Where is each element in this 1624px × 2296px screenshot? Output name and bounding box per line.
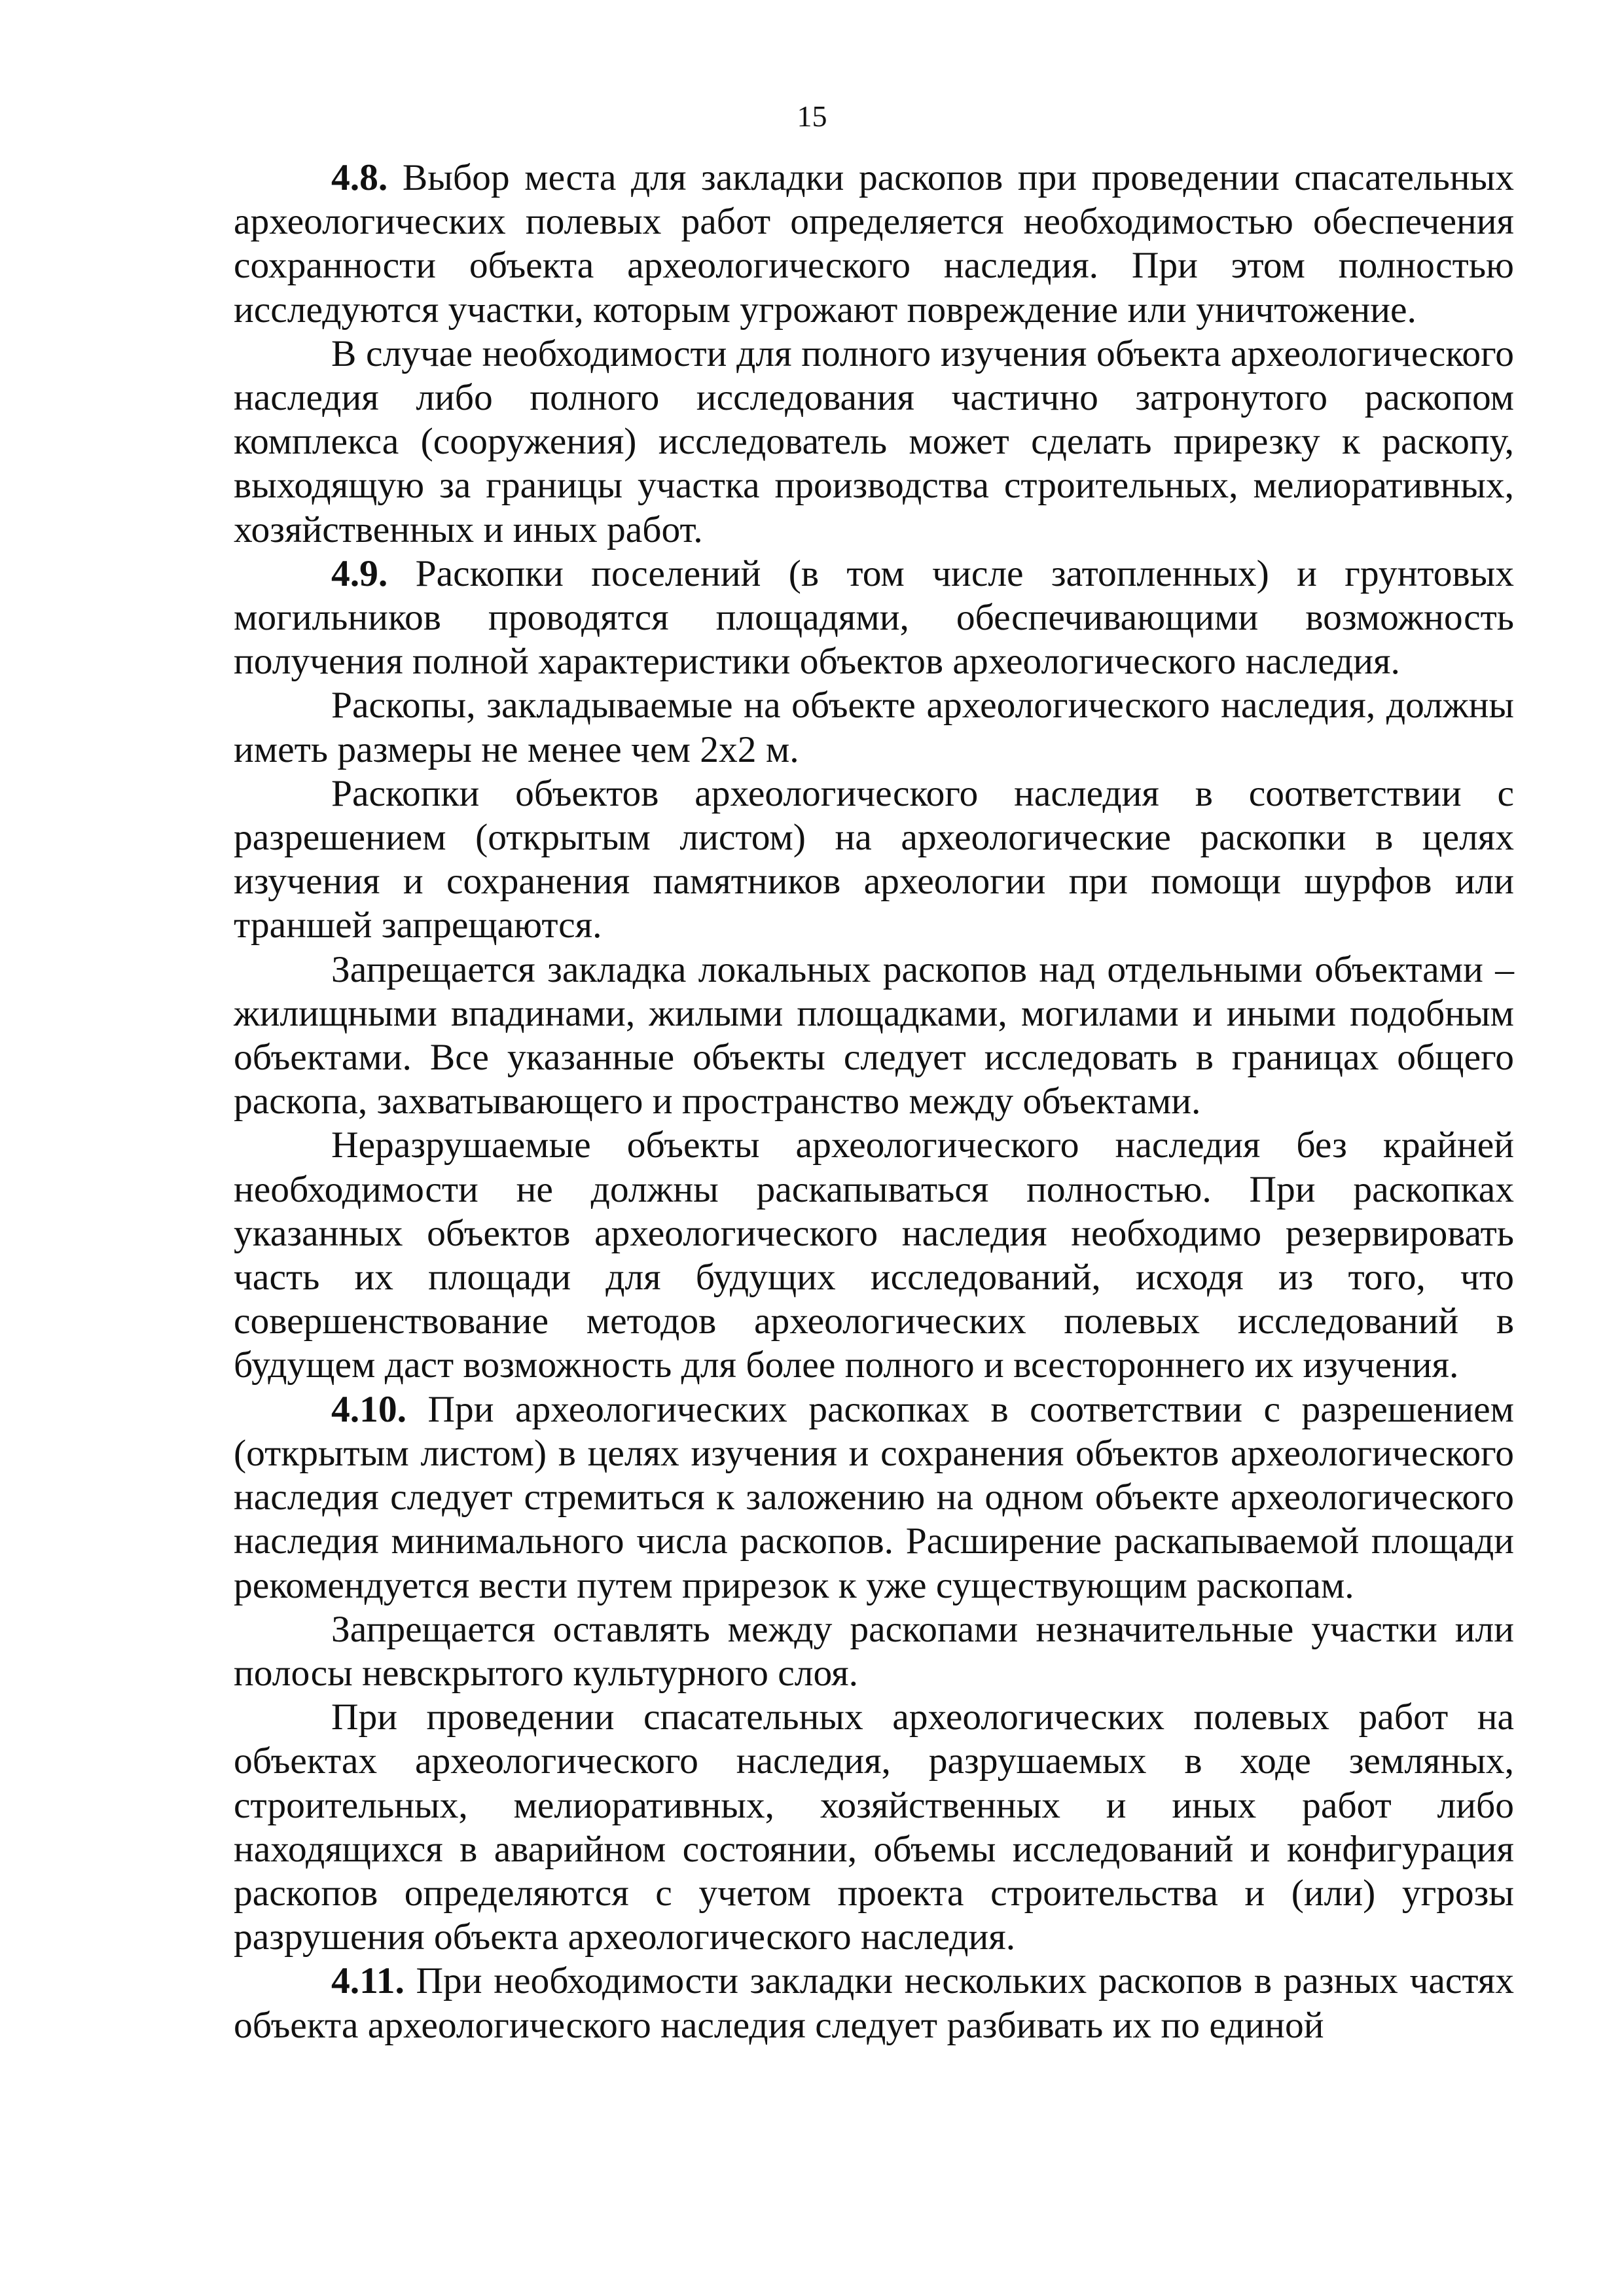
section-number: 4.9. [331, 552, 388, 594]
section-number: 4.10. [331, 1388, 406, 1430]
paragraph [234, 332, 1514, 552]
paragraph [234, 683, 1514, 771]
paragraph [234, 1607, 1514, 1695]
paragraph-text: Раскопки объектов археологического наследия в соответствии с разрешением (открытым листом) на археологические раскопки в целях изучения и сохранения памятников археологии при помощи шурфов или траншей запрещаются. [234, 772, 1514, 946]
paragraph-4-11 [234, 1959, 1514, 2047]
section-number: 4.8. [331, 157, 388, 198]
paragraph-text: При проведении спасательных археологических полевых работ на объектах археологического наследия, разрушаемых в ходе земляных, строительных, мелиоративных, хозяйственных и иных работ либо находящихся в аварийном состоянии, объемы исследований и конфигурация раскопов определяются с учетом проекта строительства и (или) угрозы разрушения объекта археологического наследия. [234, 1696, 1514, 1958]
paragraph-4-10 [234, 1388, 1514, 1607]
document-body [234, 156, 1514, 2047]
paragraph-text: Раскопы, закладываемые на объекте археологического наследия, должны иметь размеры не менее чем 2х2 м. [234, 685, 1514, 770]
paragraph-text: Неразрушаемые объекты археологического наследия без крайней необходимости не должны раскапываться полностью. При раскопках указанных объектов археологического наследия необходимо резервировать часть их площади для будущих исследований, исходя из того, что совершенствование методов археологических полевых исследований в будущем даст возможность для более полного и всестороннего их изучения. [234, 1124, 1514, 1386]
paragraph [234, 772, 1514, 948]
paragraph-text: В случае необходимости для полного изучения объекта археологического наследия либо полного исследования частично затронутого раскопом комплекса (сооружения) исследователь может сделать прирезку к раскопу, выходящую за границы участка производства строительных, мелиоративных, хозяйственных и иных работ. [234, 332, 1514, 550]
section-number: 4.11. [331, 1960, 405, 2002]
paragraph [234, 1695, 1514, 1959]
paragraph-text: Запрещается закладка локальных раскопов над отдельными объектами – жилищными впадинами, жилыми площадками, могилами и иными подобным объектами. Все указанные объекты следует исследовать в границах общего раскопа, захватывающего и пространство между объектами. [234, 948, 1514, 1122]
page-number: 15 [797, 99, 827, 133]
paragraph-4-8 [234, 156, 1514, 332]
paragraph-text: Запрещается оставлять между раскопами незначительные участки или полосы невскрытого культурного слоя. [234, 1608, 1514, 1694]
paragraph-4-9 [234, 552, 1514, 684]
paragraph [234, 948, 1514, 1124]
paragraph-text: Выбор места для закладки раскопов при проведении спасательных археологических полевых работ определяется необходимостью обеспечения сохранности объекта археологического наследия. При этом полностью исследуются участки, которым угрожают повреждение или уничтожение. [234, 157, 1514, 331]
paragraph [234, 1123, 1514, 1387]
paragraph-text: Раскопки поселений (в том числе затопленных) и грунтовых могильников проводятся площадями, обеспечивающими возможность получения полной характеристики объектов археологического наследия. [234, 552, 1514, 683]
paragraph-text: При необходимости закладки нескольких раскопов в разных частях объекта археологического наследия следует разбивать их по единой [234, 1960, 1514, 2046]
paragraph-text: При археологических раскопках в соответствии с разрешением (открытым листом) в целях изучения и сохранения объектов археологического наследия следует стремиться к заложению на одном объекте археологического наследия минимального числа раскопов. Расширение раскапываемой площади рекомендуется вести путем прирезок к уже существующим раскопам. [234, 1388, 1514, 1606]
